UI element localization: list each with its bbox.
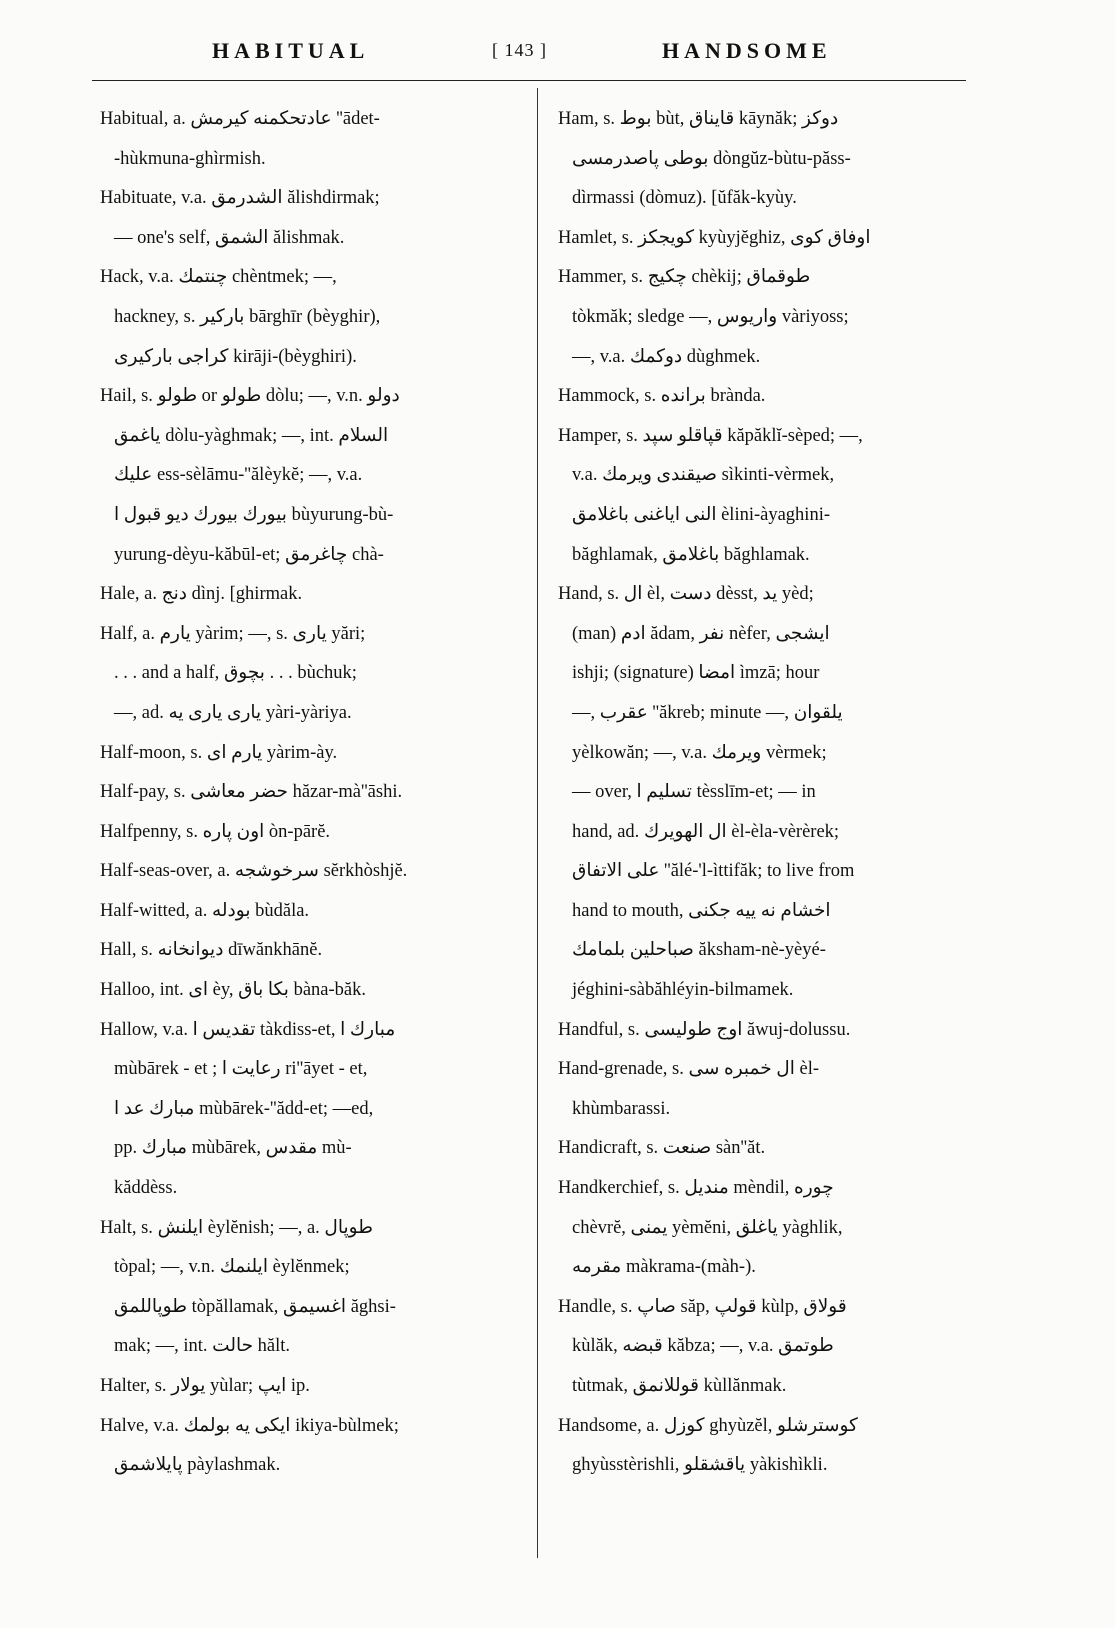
dictionary-line: عليك ess-sèlāmu-''ălèykĕ; —, v.a.	[114, 465, 363, 486]
dictionary-line: Half, a. يارم yàrim; —, s. يارى yări;	[100, 623, 366, 644]
dictionary-line: Hale, a. دنج dìnj. [ghirmak.	[100, 584, 303, 605]
dictionary-line: khùmbarassi.	[572, 1098, 671, 1119]
header-left-guide-word: HABITUAL	[212, 38, 370, 63]
dictionary-line: hand, ad. ال الهويرك èl-èla-vèrèrek;	[572, 821, 840, 842]
dictionary-line: Halloo, int. اى èy, بكا باق bàna-băk.	[100, 980, 366, 1001]
dictionary-line: (man) ادم ădam, نفر nèfer, ايشجى	[572, 623, 830, 644]
dictionary-line: مبارك عد ا mùbārek-''ădd-et; —ed,	[114, 1098, 374, 1119]
dictionary-line: Hallow, v.a. تقديس ا tàkdiss-et, مبارك ا	[100, 1019, 396, 1040]
right-column	[558, 100, 978, 1486]
dictionary-line: yurung-dèyu-kăbūl-et; چاغرمق chà-	[114, 544, 384, 565]
dictionary-line: Hammer, s. چكيج chèkij; طوقماق	[558, 267, 811, 288]
dictionary-line: dìrmassi (dòmuz). [ŭfăk-kyùy.	[572, 188, 797, 209]
dictionary-line: Halt, s. ايلنش èylĕnish; —, a. طوپال	[100, 1217, 373, 1238]
dictionary-line: النى اياغنى باغلامق èlini-àyaghini-	[572, 504, 830, 525]
page-number: [ 143 ]	[492, 40, 547, 60]
dictionary-line: hand to mouth, اخشام نه ييه جكنى	[572, 900, 831, 921]
dictionary-line: Half-moon, s. يارم اى yàrim-ày.	[100, 742, 338, 763]
dictionary-line: -hùkmuna-ghìrmish.	[114, 148, 266, 169]
dictionary-line: Hall, s. ديوانخانه dīwănkhānĕ.	[100, 940, 323, 961]
dictionary-line: mùbārek - et ; رعايت ا ri''āyet - et,	[114, 1059, 368, 1080]
dictionary-line: Hand-grenade, s. ال خمبره سى èl-	[558, 1059, 819, 1080]
dictionary-line: v.a. صيقندى ويرمك sìkinti-vèrmek,	[572, 465, 835, 486]
dictionary-line: Hammock, s. برانده brànda.	[558, 386, 766, 407]
dictionary-line: Habituate, v.a. الشدرمق ălishdirmak;	[100, 188, 380, 209]
dictionary-line: بيورك بيورك ديو قبول ا bùyurung-bù-	[114, 504, 394, 525]
dictionary-line: pp. مبارك mùbārek, مقدس mù-	[114, 1138, 352, 1159]
dictionary-line: kăddèss.	[114, 1178, 178, 1199]
dictionary-line: پايلاشمق pàylashmak.	[114, 1455, 281, 1476]
dictionary-line: ياغمق dòlu-yàghmak; —, int. السلام	[114, 425, 389, 446]
dictionary-line: Hack, v.a. چنتمك chèntmek; —,	[100, 267, 337, 288]
dictionary-line: băghlamak, باغلامق băghlamak.	[572, 544, 810, 565]
dictionary-line: —, عقرب ''ăkreb; minute —, يلقوان	[572, 702, 843, 723]
dictionary-line: Hamper, s. قپاقلو سپد kăpăklĭ-sèped; —,	[558, 425, 863, 446]
dictionary-line: — over, تسليم ا tèsslīm-et; — in	[572, 782, 816, 803]
dictionary-line: Hamlet, s. كويجكز kyùyjĕghiz, اوفاق كوى	[558, 227, 871, 248]
dictionary-line: Handkerchief, s. منديل mèndil, چوره	[558, 1178, 834, 1199]
dictionary-line: Handsome, a. كوزل ghyùzĕl, كوسترشلو	[558, 1415, 858, 1436]
dictionary-line: mak; —, int. حالت hălt.	[114, 1336, 291, 1357]
dictionary-line: — one's self, الشمق ălishmak.	[114, 227, 345, 248]
dictionary-line: Half-pay, s. حضر معاشى hăzar-mà''āshi.	[100, 782, 403, 803]
header-rule	[92, 80, 966, 81]
dictionary-line: كراجى باركيرى kirāji-(bèyghiri).	[114, 346, 357, 367]
dictionary-line: Handful, s. اوج طوليسى ăwuj-dolussu.	[558, 1019, 851, 1040]
dictionary-line: ghyùsstèrishli, ياقشقلو yàkishìkli.	[572, 1455, 828, 1476]
dictionary-line: kùlăk, قبضه kăbza; —, v.a. طوتمق	[572, 1336, 834, 1357]
dictionary-line: tùtmak, قوللانمق kùllănmak.	[572, 1376, 787, 1396]
running-header	[92, 38, 966, 66]
dictionary-line: tòpal; —, v.n. ايلنمك èylĕnmek;	[114, 1257, 350, 1278]
dictionary-line: —, v.a. دوكمك dùghmek.	[572, 346, 761, 367]
dictionary-line: tòkmăk; sledge —, واريوس vàriyoss;	[572, 306, 849, 327]
header-right-guide-word: HANDSOME	[662, 38, 832, 63]
column-divider	[537, 88, 538, 1558]
dictionary-line: على الاتفاق ''ălé-'l-ìttifăk; to live from	[572, 861, 855, 882]
dictionary-line: chèvrĕ, يمنى yèmĕni, ياغلق yàghlik,	[572, 1217, 843, 1238]
dictionary-line: Halfpenny, s. اون پاره òn-pārĕ.	[100, 821, 331, 842]
dictionary-line: ishji; (signature) امضا ìmzā; hour	[572, 663, 820, 684]
dictionary-line: طوپاللمق tòpăllamak, اغسيمق ăghsi-	[114, 1296, 396, 1317]
dictionary-line: jéghini-sàbăhléyin-bilmamek.	[572, 980, 794, 1001]
dictionary-line: Half-witted, a. بودله bùdăla.	[100, 900, 310, 921]
dictionary-line: Ham, s. بوط bùt, قايناق kāynăk; دوكز	[558, 109, 839, 129]
dictionary-line: Handle, s. صاپ săp, قولپ kùlp, قولاق	[558, 1296, 847, 1317]
dictionary-line: Handicraft, s. صنعت sàn''ăt.	[558, 1138, 766, 1159]
dictionary-line: Half-seas-over, a. سرخوشجه sĕrkhòshjĕ.	[100, 861, 408, 882]
dictionary-line: —, ad. يارى يارى يه yàri-yàriya.	[114, 702, 352, 723]
dictionary-line: صباحلين بلمامك ăksham-nè-yèyé-	[572, 940, 826, 961]
dictionary-line: Halve, v.a. ايكى يه بولمك ikiya-bùlmek;	[100, 1415, 399, 1436]
dictionary-line: Hail, s. طولو or طولو dòlu; —, v.n. دولو	[100, 386, 400, 407]
dictionary-line: yèlkowăn; —, v.a. ويرمك vèrmek;	[572, 742, 827, 763]
dictionary-line: مقرمه màkrama-(màh-).	[572, 1257, 756, 1278]
dictionary-line: hackney, s. باركير bārghīr (bèyghir),	[114, 306, 381, 327]
dictionary-line: Habitual, a. عادتحكمنه كيرمش ''ādet-	[100, 109, 380, 129]
dictionary-line: Hand, s. ال èl, دست dèsst, يد yèd;	[558, 584, 814, 605]
left-column	[100, 100, 520, 1486]
dictionary-line: بوطى پاصدرمسى dòngŭz-bùtu-păss-	[572, 148, 851, 169]
dictionary-line: . . . and a half, بچوق . . . bùchuk;	[114, 663, 357, 684]
dictionary-line: Halter, s. يولار yùlar; ايپ ip.	[100, 1376, 310, 1396]
